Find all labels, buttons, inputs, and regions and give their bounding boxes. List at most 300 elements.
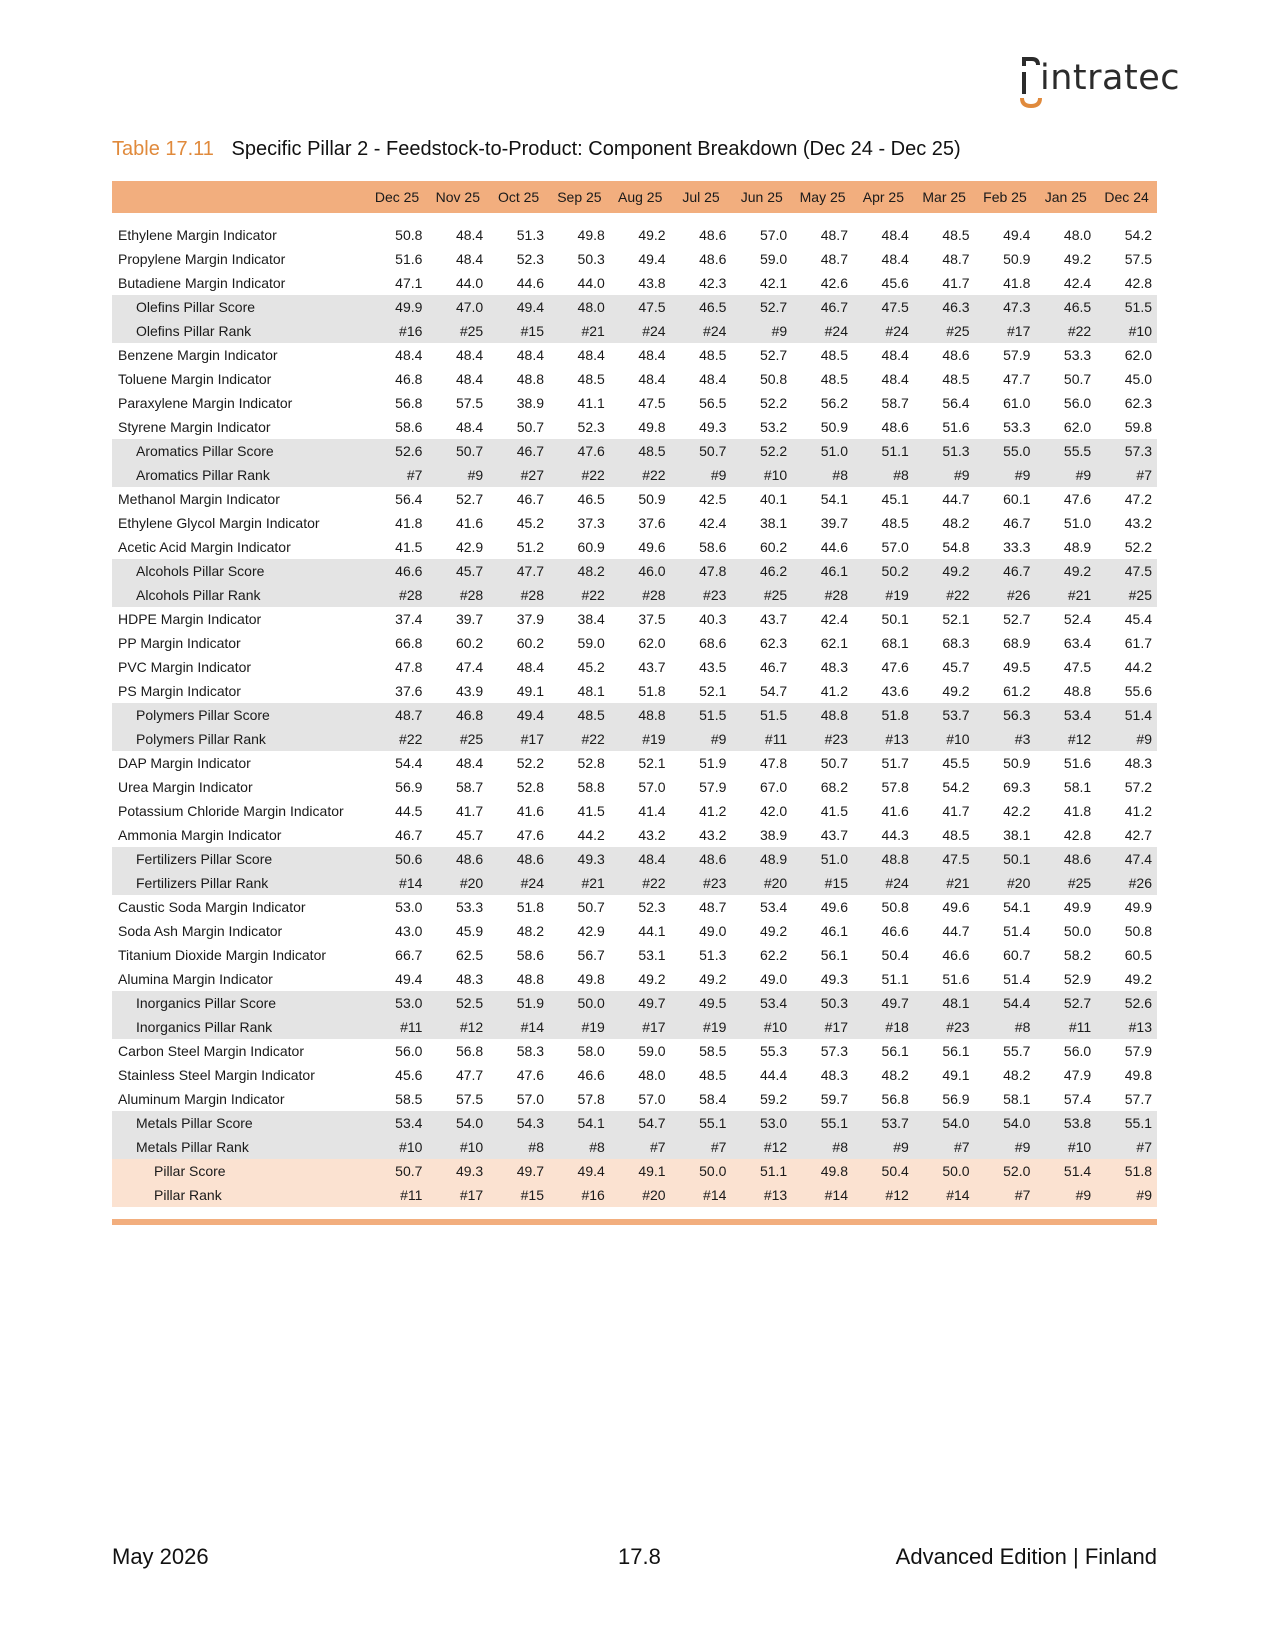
value-cell: 59.0	[577, 635, 605, 651]
value-cell: 41.7	[942, 275, 970, 291]
value-cell: #19	[610, 727, 671, 751]
value-cell: 48.6	[671, 847, 732, 871]
value-cell: 54.1	[1003, 899, 1031, 915]
value-cell: 50.7	[516, 419, 544, 435]
value-cell: #8	[792, 1135, 853, 1159]
value-cell: 45.6	[881, 275, 909, 291]
value-cell: 51.5	[1096, 295, 1157, 319]
value-cell: 38.9	[759, 827, 788, 843]
row-label: Fertilizers Pillar Score	[112, 847, 367, 871]
value-cell: 46.1	[792, 559, 853, 583]
row-label: Aromatics Pillar Score	[112, 439, 367, 463]
component-breakdown-table	[112, 181, 1157, 1207]
value-cell: 58.3	[516, 1043, 544, 1059]
value-cell: 48.2	[549, 559, 610, 583]
value-cell: 49.3	[820, 971, 848, 987]
row-label: Metals Pillar Score	[112, 1111, 367, 1135]
value-cell: 48.4	[881, 371, 909, 387]
value-cell: #8	[853, 463, 914, 487]
value-cell: 52.2	[516, 755, 544, 771]
row-label: Olefins Pillar Score	[112, 295, 367, 319]
value-cell: 60.7	[1003, 947, 1031, 963]
value-cell: 47.4	[1096, 847, 1157, 871]
value-cell: 56.1	[820, 947, 848, 963]
value-cell: 57.0	[759, 227, 788, 243]
value-cell: 42.9	[577, 923, 605, 939]
value-cell: 58.1	[1063, 779, 1092, 795]
value-cell: 50.9	[820, 419, 848, 435]
value-cell: #27	[488, 463, 549, 487]
value-cell: 48.5	[577, 371, 605, 387]
value-cell: 48.1	[914, 991, 975, 1015]
value-cell: 58.7	[455, 779, 484, 795]
value-cell: #10	[367, 1135, 428, 1159]
pillar-row	[112, 871, 1157, 895]
value-cell: 53.0	[395, 899, 423, 915]
value-cell: 49.3	[427, 1159, 488, 1183]
value-cell: 51.5	[731, 703, 792, 727]
row-label: DAP Margin Indicator	[118, 755, 251, 771]
value-cell: 68.6	[699, 635, 727, 651]
value-cell: 42.8	[1063, 827, 1092, 843]
value-cell: 45.1	[881, 491, 909, 507]
value-cell: #12	[853, 1183, 914, 1207]
pillar-row	[112, 295, 1157, 319]
pillar-row	[112, 847, 1157, 871]
value-cell: 41.8	[1003, 275, 1031, 291]
value-cell: 55.1	[1096, 1111, 1157, 1135]
value-cell: #28	[488, 583, 549, 607]
value-cell: 54.7	[610, 1111, 671, 1135]
value-cell: #25	[1035, 871, 1096, 895]
value-cell: 49.1	[516, 683, 544, 699]
value-cell: #8	[549, 1135, 610, 1159]
footer-date: May 2026	[112, 1544, 209, 1569]
value-cell: 56.0	[1063, 395, 1092, 411]
value-cell: 42.7	[1124, 827, 1152, 843]
value-cell: 51.1	[881, 971, 909, 987]
value-cell: 52.8	[577, 755, 605, 771]
value-cell: #22	[610, 871, 671, 895]
value-cell: #10	[1035, 1135, 1096, 1159]
value-cell: 54.0	[427, 1111, 488, 1135]
value-cell: 52.6	[367, 439, 428, 463]
value-cell: 52.8	[516, 779, 544, 795]
value-cell: 47.6	[1063, 491, 1092, 507]
indicator-row	[112, 943, 1157, 967]
row-label: Fertilizers Pillar Rank	[112, 871, 367, 895]
value-cell: #9	[1035, 463, 1096, 487]
value-cell: 47.5	[1096, 559, 1157, 583]
row-label: Ethylene Margin Indicator	[118, 227, 277, 243]
value-cell: #17	[610, 1015, 671, 1039]
indicator-row	[112, 799, 1157, 823]
value-cell: 41.4	[638, 803, 666, 819]
value-cell: 43.7	[759, 611, 788, 627]
value-cell: 53.3	[1003, 419, 1031, 435]
value-cell: #17	[975, 319, 1036, 343]
value-cell: 49.1	[942, 1067, 970, 1083]
value-cell: 45.5	[942, 755, 970, 771]
row-label: Paraxylene Margin Indicator	[118, 395, 293, 411]
pillar-row	[112, 463, 1157, 487]
row-label: Propylene Margin Indicator	[118, 251, 286, 267]
indicator-row	[112, 1039, 1157, 1063]
value-cell: 61.2	[1003, 683, 1031, 699]
value-cell: 68.2	[820, 779, 848, 795]
value-cell: 68.1	[881, 635, 909, 651]
value-cell: 54.0	[975, 1111, 1036, 1135]
value-cell: 42.4	[820, 611, 848, 627]
pillar-row	[112, 703, 1157, 727]
value-cell: #12	[731, 1135, 792, 1159]
value-cell: #17	[488, 727, 549, 751]
value-cell: 62.0	[1063, 419, 1092, 435]
value-cell: 53.3	[1063, 347, 1092, 363]
footer-edition: Advanced Edition | Finland	[895, 1544, 1157, 1569]
value-cell: #8	[975, 1015, 1036, 1039]
value-cell: 53.4	[759, 899, 788, 915]
value-cell: 54.1	[820, 491, 848, 507]
indicator-row	[112, 655, 1157, 679]
value-cell: 49.2	[638, 971, 666, 987]
value-cell: 50.8	[759, 371, 788, 387]
value-cell: 48.5	[699, 347, 727, 363]
row-label: Inorganics Pillar Rank	[112, 1015, 367, 1039]
value-cell: 48.6	[942, 347, 970, 363]
value-cell: 62.5	[455, 947, 484, 963]
value-cell: #10	[731, 1015, 792, 1039]
value-cell: #24	[488, 871, 549, 895]
value-cell: 58.8	[577, 779, 605, 795]
value-cell: 49.4	[638, 251, 666, 267]
value-cell: 46.7	[1003, 515, 1031, 531]
table-title	[112, 138, 961, 161]
table-body	[112, 213, 1157, 1207]
row-label: Aromatics Pillar Rank	[112, 463, 367, 487]
value-cell: 48.4	[881, 227, 909, 243]
value-cell: 41.5	[577, 803, 605, 819]
value-cell: 41.2	[820, 683, 848, 699]
value-cell: 44.2	[577, 827, 605, 843]
value-cell: #14	[671, 1183, 732, 1207]
value-cell: #25	[731, 583, 792, 607]
value-cell: 57.5	[1124, 251, 1152, 267]
value-cell: 57.0	[881, 539, 909, 555]
value-cell: #28	[610, 583, 671, 607]
value-cell: 48.7	[367, 703, 428, 727]
value-cell: 48.4	[881, 347, 909, 363]
value-cell: #13	[1096, 1015, 1157, 1039]
value-cell: 46.7	[792, 295, 853, 319]
value-cell: #10	[427, 1135, 488, 1159]
indicator-row	[112, 391, 1157, 415]
value-cell: #24	[853, 871, 914, 895]
value-cell: 45.9	[455, 923, 484, 939]
value-cell: 49.7	[853, 991, 914, 1015]
pillar-row	[112, 1135, 1157, 1159]
value-cell: 42.4	[699, 515, 727, 531]
value-cell: 57.0	[638, 1091, 666, 1107]
row-label: Methanol Margin Indicator	[118, 491, 280, 507]
value-cell: 50.7	[820, 755, 848, 771]
value-cell: 33.3	[1003, 539, 1031, 555]
value-cell: #15	[488, 1183, 549, 1207]
value-cell: 57.3	[1096, 439, 1157, 463]
value-cell: 57.9	[1124, 1043, 1152, 1059]
value-cell: 51.8	[1096, 1159, 1157, 1183]
column-header: Aug 25	[610, 181, 671, 213]
value-cell: 46.5	[671, 295, 732, 319]
value-cell: 50.0	[914, 1159, 975, 1183]
value-cell: 53.4	[367, 1111, 428, 1135]
value-cell: 59.0	[759, 251, 788, 267]
pillar-row	[112, 319, 1157, 343]
value-cell: #9	[731, 319, 792, 343]
value-cell: 48.3	[1124, 755, 1152, 771]
value-cell: 44.6	[516, 275, 544, 291]
value-cell: 50.8	[881, 899, 909, 915]
value-cell: 48.4	[610, 847, 671, 871]
value-cell: 42.3	[699, 275, 727, 291]
value-cell: 53.2	[759, 419, 788, 435]
table-bottom-rule	[112, 1219, 1157, 1225]
value-cell: 52.5	[427, 991, 488, 1015]
value-cell: 61.7	[1124, 635, 1152, 651]
value-cell: 51.0	[792, 439, 853, 463]
value-cell: 53.0	[731, 1111, 792, 1135]
value-cell: #22	[914, 583, 975, 607]
value-cell: 54.0	[914, 1111, 975, 1135]
value-cell: #25	[427, 727, 488, 751]
value-cell: 44.2	[1124, 659, 1152, 675]
value-cell: 62.3	[1124, 395, 1152, 411]
value-cell: 58.1	[1003, 1091, 1031, 1107]
value-cell: 56.2	[820, 395, 848, 411]
value-cell: 57.0	[516, 1091, 544, 1107]
value-cell: 50.8	[395, 227, 423, 243]
row-label: Inorganics Pillar Score	[112, 991, 367, 1015]
value-cell: #14	[488, 1015, 549, 1039]
value-cell: 48.4	[638, 371, 666, 387]
value-cell: 55.5	[1035, 439, 1096, 463]
value-cell: #13	[731, 1183, 792, 1207]
value-cell: 42.4	[1063, 275, 1092, 291]
value-cell: 43.7	[820, 827, 848, 843]
value-cell: 58.0	[577, 1043, 605, 1059]
value-cell: 50.4	[881, 947, 909, 963]
value-cell: 48.0	[549, 295, 610, 319]
value-cell: 47.9	[1063, 1067, 1092, 1083]
column-header: Feb 25	[975, 181, 1036, 213]
value-cell: 47.6	[549, 439, 610, 463]
value-cell: 57.9	[699, 779, 727, 795]
column-header: Jul 25	[671, 181, 732, 213]
value-cell: 58.5	[699, 1043, 727, 1059]
value-cell: #24	[853, 319, 914, 343]
value-cell: 52.7	[1035, 991, 1096, 1015]
value-cell: 46.8	[427, 703, 488, 727]
value-cell: 48.5	[610, 439, 671, 463]
total-row	[112, 1183, 1157, 1207]
value-cell: #25	[914, 319, 975, 343]
value-cell: 51.5	[671, 703, 732, 727]
row-label: Benzene Margin Indicator	[118, 347, 278, 363]
value-cell: #12	[427, 1015, 488, 1039]
value-cell: 47.7	[1003, 371, 1031, 387]
value-cell: 50.9	[638, 491, 666, 507]
value-cell: #22	[1035, 319, 1096, 343]
value-cell: 57.8	[577, 1091, 605, 1107]
value-cell: 41.8	[395, 515, 423, 531]
value-cell: 49.2	[1124, 971, 1152, 987]
value-cell: 49.4	[395, 971, 423, 987]
value-cell: #8	[488, 1135, 549, 1159]
value-cell: 67.0	[759, 779, 788, 795]
row-label: Stainless Steel Margin Indicator	[118, 1067, 315, 1083]
value-cell: 56.0	[1063, 1043, 1092, 1059]
value-cell: #24	[610, 319, 671, 343]
value-cell: 48.3	[820, 659, 848, 675]
column-header: Jan 25	[1035, 181, 1096, 213]
value-cell: 52.3	[577, 419, 605, 435]
column-header: Dec 24	[1096, 181, 1157, 213]
value-cell: 48.5	[699, 1067, 727, 1083]
value-cell: #7	[671, 1135, 732, 1159]
value-cell: 56.0	[395, 1043, 423, 1059]
value-cell: #13	[853, 727, 914, 751]
value-cell: #16	[549, 1183, 610, 1207]
value-cell: 54.4	[975, 991, 1036, 1015]
value-cell: 50.0	[671, 1159, 732, 1183]
value-cell: 49.4	[488, 295, 549, 319]
value-cell: 44.5	[395, 803, 423, 819]
indicator-row	[112, 775, 1157, 799]
value-cell: 41.2	[699, 803, 727, 819]
value-cell: #7	[1096, 1135, 1157, 1159]
value-cell: #11	[367, 1015, 428, 1039]
value-cell: #23	[671, 871, 732, 895]
row-label: Caustic Soda Margin Indicator	[118, 899, 306, 915]
value-cell: 46.5	[577, 491, 605, 507]
value-cell: 58.2	[1063, 947, 1092, 963]
indicator-row	[112, 967, 1157, 991]
value-cell: 50.3	[792, 991, 853, 1015]
value-cell: 60.2	[516, 635, 544, 651]
value-cell: 48.4	[455, 419, 484, 435]
value-cell: 48.5	[942, 827, 970, 843]
value-cell: 38.9	[516, 395, 544, 411]
value-cell: 48.6	[427, 847, 488, 871]
value-cell: 48.8	[1063, 683, 1092, 699]
value-cell: 55.7	[1003, 1043, 1031, 1059]
value-cell: 47.3	[975, 295, 1036, 319]
value-cell: 48.5	[881, 515, 909, 531]
value-cell: #7	[975, 1183, 1036, 1207]
value-cell: 56.8	[881, 1091, 909, 1107]
value-cell: 49.2	[1035, 559, 1096, 583]
value-cell: #14	[367, 871, 428, 895]
value-cell: 55.1	[792, 1111, 853, 1135]
value-cell: 50.0	[549, 991, 610, 1015]
value-cell: 48.7	[820, 227, 848, 243]
value-cell: 47.0	[427, 295, 488, 319]
value-cell: 48.6	[881, 419, 909, 435]
value-cell: 46.6	[577, 1067, 605, 1083]
value-cell: 43.5	[699, 659, 727, 675]
value-cell: #26	[975, 583, 1036, 607]
value-cell: 46.7	[395, 827, 423, 843]
value-cell: #10	[914, 727, 975, 751]
column-header: Mar 25	[914, 181, 975, 213]
row-label: Alcohols Pillar Score	[112, 559, 367, 583]
value-cell: 44.1	[638, 923, 666, 939]
indicator-row	[112, 415, 1157, 439]
value-cell: 37.5	[638, 611, 666, 627]
value-cell: 48.9	[1063, 539, 1092, 555]
value-cell: 48.5	[820, 371, 848, 387]
value-cell: 49.1	[610, 1159, 671, 1183]
pillar-row	[112, 1015, 1157, 1039]
value-cell: 52.1	[638, 755, 666, 771]
value-cell: 52.1	[942, 611, 970, 627]
value-cell: 40.1	[759, 491, 788, 507]
value-cell: 48.6	[488, 847, 549, 871]
value-cell: 43.2	[1124, 515, 1152, 531]
indicator-row	[112, 271, 1157, 295]
value-cell: 58.4	[699, 1091, 727, 1107]
column-header: Nov 25	[427, 181, 488, 213]
column-header: Jun 25	[731, 181, 792, 213]
pillar-row	[112, 559, 1157, 583]
value-cell: 54.7	[759, 683, 788, 699]
table-caption: Specific Pillar 2 - Feedstock-to-Product: Component Breakdown (Dec 24 - Dec 25)	[231, 138, 961, 160]
value-cell: 49.0	[699, 923, 727, 939]
value-cell: 44.3	[881, 827, 909, 843]
value-cell: 57.0	[638, 779, 666, 795]
value-cell: 49.0	[759, 971, 788, 987]
value-cell: 49.4	[1003, 227, 1031, 243]
value-cell: 37.3	[577, 515, 605, 531]
value-cell: 47.6	[516, 827, 544, 843]
value-cell: 46.7	[759, 659, 788, 675]
value-cell: 62.0	[638, 635, 666, 651]
value-cell: 57.3	[820, 1043, 848, 1059]
value-cell: 51.8	[638, 683, 666, 699]
value-cell: 50.7	[577, 899, 605, 915]
value-cell: 38.1	[759, 515, 788, 531]
value-cell: 45.6	[395, 1067, 423, 1083]
value-cell: 51.9	[488, 991, 549, 1015]
value-cell: #7	[1096, 463, 1157, 487]
value-cell: 48.0	[638, 1067, 666, 1083]
value-cell: 52.7	[1003, 611, 1031, 627]
row-label: Potassium Chloride Margin Indicator	[118, 803, 344, 819]
value-cell: 43.6	[881, 683, 909, 699]
header-row	[112, 181, 1157, 213]
value-cell: 48.4	[638, 347, 666, 363]
value-cell: #20	[427, 871, 488, 895]
value-cell: #22	[549, 583, 610, 607]
value-cell: 56.1	[881, 1043, 909, 1059]
value-cell: 48.6	[1035, 847, 1096, 871]
value-cell: 51.4	[1003, 971, 1031, 987]
value-cell: #11	[731, 727, 792, 751]
value-cell: 50.3	[577, 251, 605, 267]
indicator-row	[112, 1087, 1157, 1111]
value-cell: 52.0	[975, 1159, 1036, 1183]
value-cell: 47.6	[881, 659, 909, 675]
